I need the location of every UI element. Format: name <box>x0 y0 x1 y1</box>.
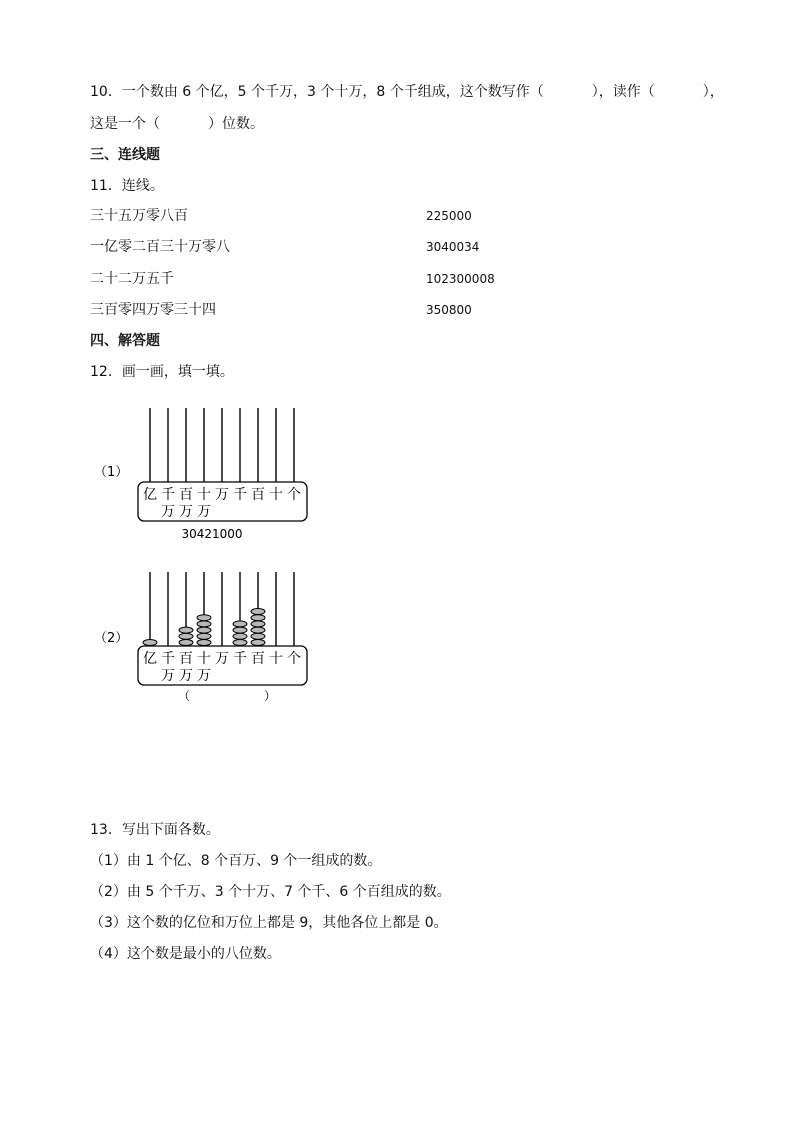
q13-title: 13．写出下面各数。 <box>90 822 220 838</box>
place-label-suffix: 万 <box>161 668 175 684</box>
place-label: 万 <box>215 487 229 503</box>
place-label-suffix: 万 <box>197 668 211 684</box>
q13-item: （4）这个数是最小的八位数。 <box>90 946 281 962</box>
place-label: 百 <box>179 487 193 503</box>
place-label-suffix: 万 <box>197 504 211 520</box>
q10-line1 <box>90 82 724 102</box>
place-label: 万 <box>215 651 229 667</box>
abacus-bead <box>233 640 247 646</box>
q13-item: （1）由 1 个亿、8 个百万、9 个一组成的数。 <box>90 853 382 869</box>
q10-text-e: ）位数。 <box>208 116 264 132</box>
abacus-bead <box>233 633 247 639</box>
place-label: 千 <box>161 487 175 503</box>
abacus-1-rods <box>150 408 294 482</box>
abacus-bead <box>251 615 265 621</box>
abacus-1-svg <box>90 400 330 545</box>
place-label: 千 <box>233 651 247 667</box>
place-label: 个 <box>287 651 301 667</box>
place-label: 百 <box>251 651 265 667</box>
q10-text-a: 10．一个数由 6 个亿，5 个千万，3 个十万，8 个千组成，这个数写作（ <box>90 84 544 100</box>
abacus-1-number: 30421000 <box>181 527 243 541</box>
place-label: 个 <box>287 487 301 503</box>
abacus-2-svg <box>90 564 330 709</box>
abacus-2-answer-close: ） <box>264 689 277 703</box>
abacus-bead <box>179 640 193 646</box>
section-4-title: 四、解答题 <box>90 333 160 349</box>
abacus-bead <box>179 633 193 639</box>
place-label: 亿 <box>143 651 157 667</box>
abacus-bead <box>233 627 247 633</box>
abacus-2 <box>90 564 330 713</box>
place-label: 十 <box>197 651 211 667</box>
abacus-2-answer-blank[interactable] <box>190 688 260 704</box>
q10-text-d: 这是一个（ <box>90 116 160 132</box>
q11-title: 11．连线。 <box>90 178 164 194</box>
abacus-bead <box>233 621 247 627</box>
abacus-bead <box>251 609 265 615</box>
match-right-item[interactable]: 102300008 <box>426 272 495 286</box>
place-label: 百 <box>179 651 193 667</box>
place-label-suffix: 万 <box>179 504 193 520</box>
abacus-2-label: （2） <box>94 631 129 646</box>
place-label: 千 <box>233 487 247 503</box>
abacus-bead <box>197 615 211 621</box>
match-right-item[interactable]: 225000 <box>426 209 472 223</box>
match-right-item[interactable]: 350800 <box>426 303 472 317</box>
abacus-2-rods <box>150 572 294 646</box>
match-left-item[interactable]: 三百零四万零三十四 <box>90 302 216 318</box>
abacus-bead <box>197 627 211 633</box>
abacus-2-answer-open: （ <box>178 689 191 703</box>
q10-text-c: ）， <box>702 84 724 100</box>
q10-text-b: ），读作（ <box>591 84 655 100</box>
match-right-item[interactable]: 3040034 <box>426 240 480 254</box>
place-label: 亿 <box>143 487 157 503</box>
q13-item: （3）这个数的亿位和万位上都是 9，其他各位上都是 0。 <box>90 915 448 931</box>
abacus-1-label: （1） <box>94 465 129 480</box>
abacus-bead <box>251 640 265 646</box>
match-left-item[interactable]: 三十五万零八百 <box>90 208 188 224</box>
abacus-bead <box>197 633 211 639</box>
place-label: 十 <box>269 651 283 667</box>
q10-line2 <box>90 114 264 134</box>
abacus-bead <box>197 640 211 646</box>
place-label: 十 <box>197 487 211 503</box>
abacus-bead <box>197 621 211 627</box>
abacus-bead <box>251 621 265 627</box>
place-label-suffix: 万 <box>179 668 193 684</box>
abacus-bead <box>251 627 265 633</box>
abacus-bead <box>179 627 193 633</box>
place-label: 千 <box>161 651 175 667</box>
place-label-suffix: 万 <box>161 504 175 520</box>
place-label: 十 <box>269 487 283 503</box>
q12-title: 12．画一画，填一填。 <box>90 364 234 380</box>
match-left-item[interactable]: 一亿零二百三十万零八 <box>90 239 230 255</box>
match-left-item[interactable]: 二十二万五千 <box>90 271 174 287</box>
section-3-title: 三、连线题 <box>90 147 160 163</box>
place-label: 百 <box>251 487 265 503</box>
q13-item: （2）由 5 个千万、3 个十万、7 个千、6 个百组成的数。 <box>90 884 451 900</box>
abacus-1 <box>90 400 330 549</box>
abacus-bead <box>251 633 265 639</box>
abacus-bead <box>143 640 157 646</box>
